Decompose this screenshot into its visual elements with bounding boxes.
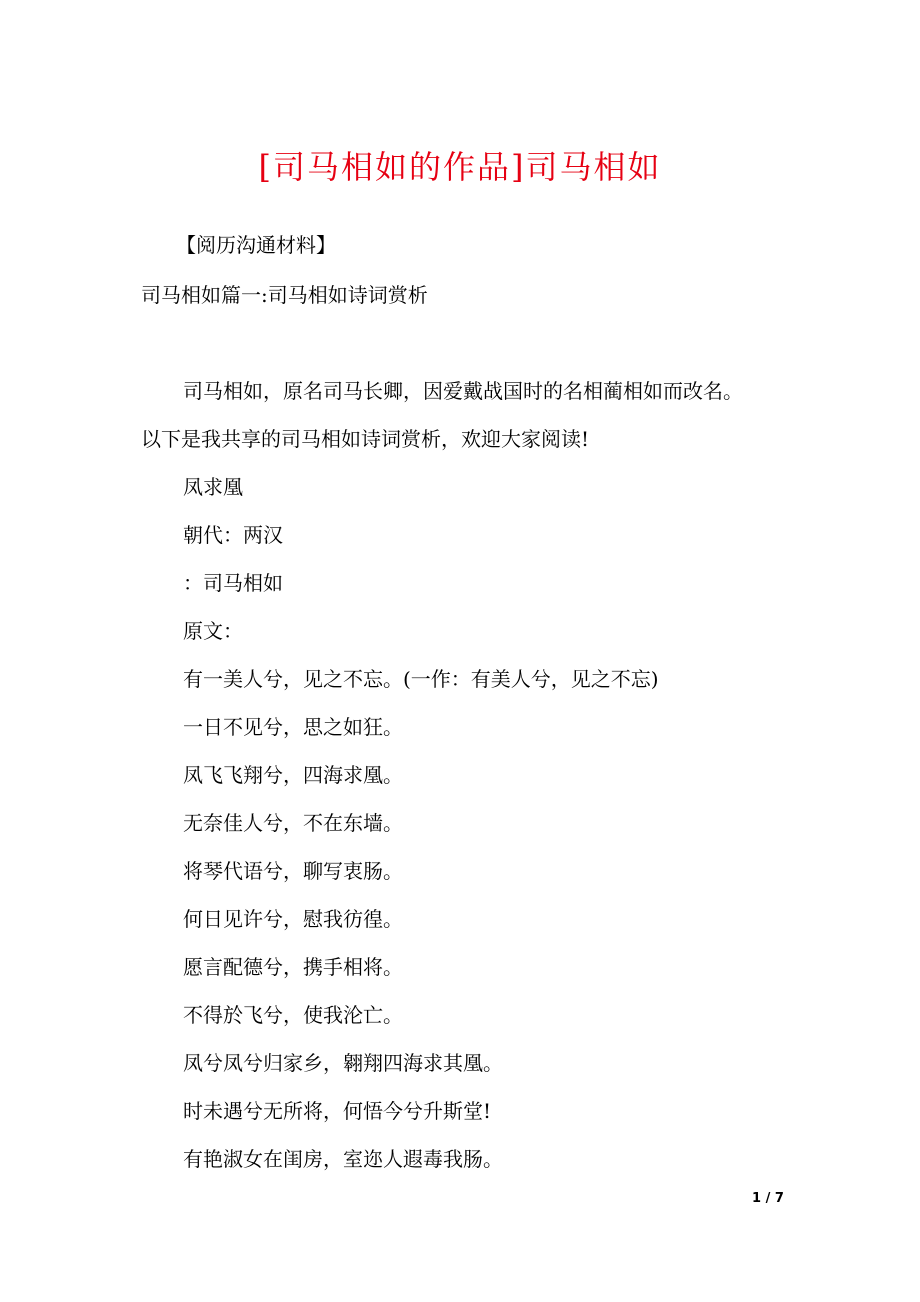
poem-line: 不得於飞兮，使我沦亡。: [183, 1003, 403, 1027]
poem-line: 将琴代语兮，聊写衷肠。: [183, 859, 403, 883]
page-number: 1 / 7: [752, 1191, 784, 1206]
poem-title: 凤求凰: [183, 475, 243, 499]
poem-line: 愿言配德兮，携手相将。: [183, 955, 403, 979]
section-heading: 司马相如篇一:司马相如诗词赏析: [141, 283, 428, 307]
poem-line: 时未遇兮无所将，何悟今兮升斯堂!: [183, 1099, 492, 1123]
intro-paragraph-line-2: 以下是我共享的司马相如诗词赏析，欢迎大家阅读!: [141, 427, 590, 451]
poem-author: ：司马相如: [183, 571, 283, 595]
poem-line: 凤飞飞翔兮，四海求凰。: [183, 763, 403, 787]
poem-line: 何日见许兮，慰我彷徨。: [183, 907, 403, 931]
poem-line: 一日不见兮，思之如狂。: [183, 715, 403, 739]
intro-paragraph-line-1: 司马相如，原名司马长卿，因爱戴战国时的名相蔺相如而改名。: [183, 379, 743, 403]
material-label: 【阅历沟通材料】: [176, 233, 336, 257]
poem-line: 无奈佳人兮，不在东墙。: [183, 811, 403, 835]
poem-line: 有艳淑女在闺房，室迩人遐毒我肠。: [183, 1147, 503, 1171]
document-title: [司马相如的作品]司马相如: [258, 148, 662, 186]
poem-line: 有一美人兮，见之不忘。(一作：有美人兮，见之不忘): [183, 667, 659, 691]
poem-dynasty: 朝代：两汉: [183, 523, 283, 547]
original-text-label: 原文：: [183, 619, 243, 643]
poem-line: 凤兮凤兮归家乡，翱翔四海求其凰。: [183, 1051, 503, 1075]
